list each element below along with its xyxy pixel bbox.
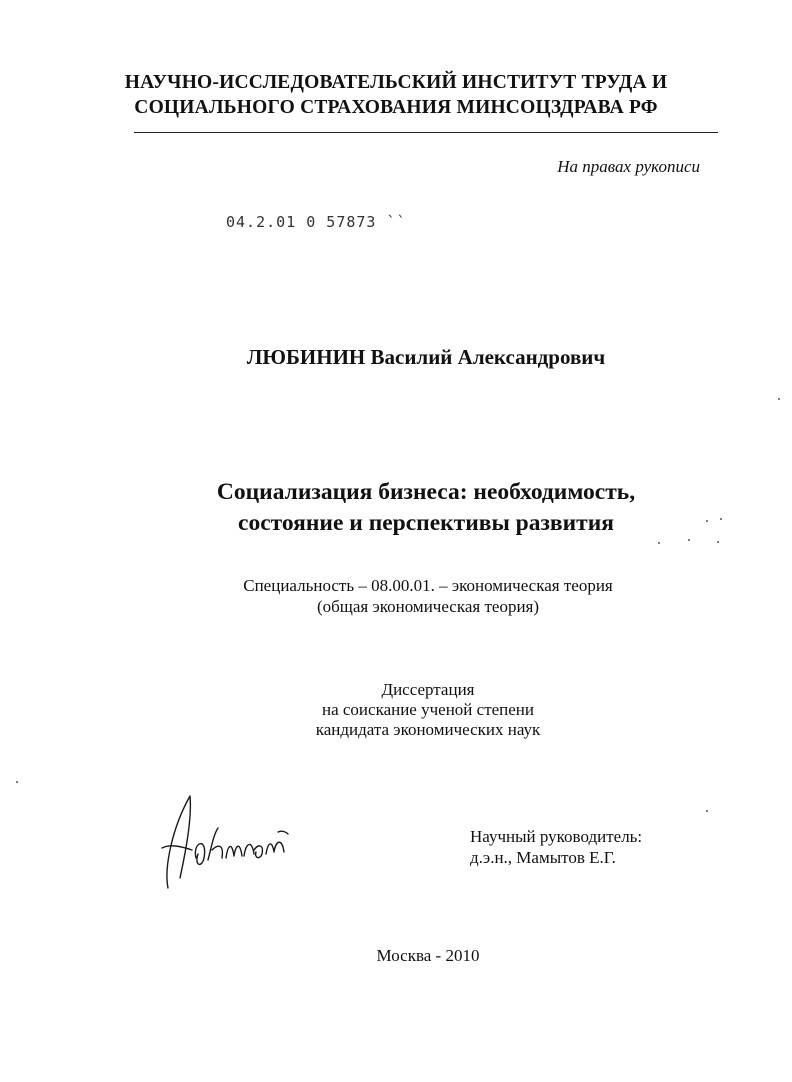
rights-note: На правах рукописи [557, 157, 700, 176]
institute-line-2: СОЦИАЛЬНОГО СТРАХОВАНИЯ МИНСОЦЗДРАВА РФ [134, 97, 658, 118]
specialty-block [0, 575, 792, 617]
scan-speck [658, 542, 660, 544]
header-divider [134, 132, 718, 133]
degree-line-1: Диссертация [381, 680, 475, 699]
title-line-1: Социализация бизнеса: необходимость, [216, 479, 636, 505]
specialty-line-1: Специальность – 08.00.01. – экономическая теория [243, 576, 613, 595]
scan-speck [706, 810, 708, 812]
dissertation-title [0, 477, 792, 539]
advisor-label: Научный руководитель: [470, 827, 643, 846]
scan-speck [720, 518, 722, 520]
degree-line-2: на соискание ученой степени [321, 700, 535, 719]
scan-speck [688, 539, 690, 541]
scan-speck [717, 541, 719, 543]
title-line-2: состояние и перспективы развития [238, 510, 614, 536]
registration-stamp: 04.2.01 0 57873 `` [226, 213, 407, 231]
scan-speck [16, 781, 18, 783]
advisor-name: д.э.н., Мамытов Е.Г. [470, 848, 616, 867]
author-name: ЛЮБИНИН Василий Александрович [246, 345, 606, 369]
degree-line-3: кандидата экономических наук [315, 720, 541, 739]
advisor-block [470, 826, 700, 868]
place-and-year: Москва - 2010 [376, 946, 480, 965]
institute-header [0, 70, 792, 120]
degree-block [0, 680, 792, 740]
scan-speck [778, 398, 780, 400]
institute-line-1: НАУЧНО-ИССЛЕДОВАТЕЛЬСКИЙ ИНСТИТУТ ТРУДА И [124, 72, 668, 93]
scan-speck [706, 520, 708, 522]
handwritten-signature [150, 788, 300, 893]
specialty-line-2: (общая экономическая теория) [316, 597, 540, 616]
